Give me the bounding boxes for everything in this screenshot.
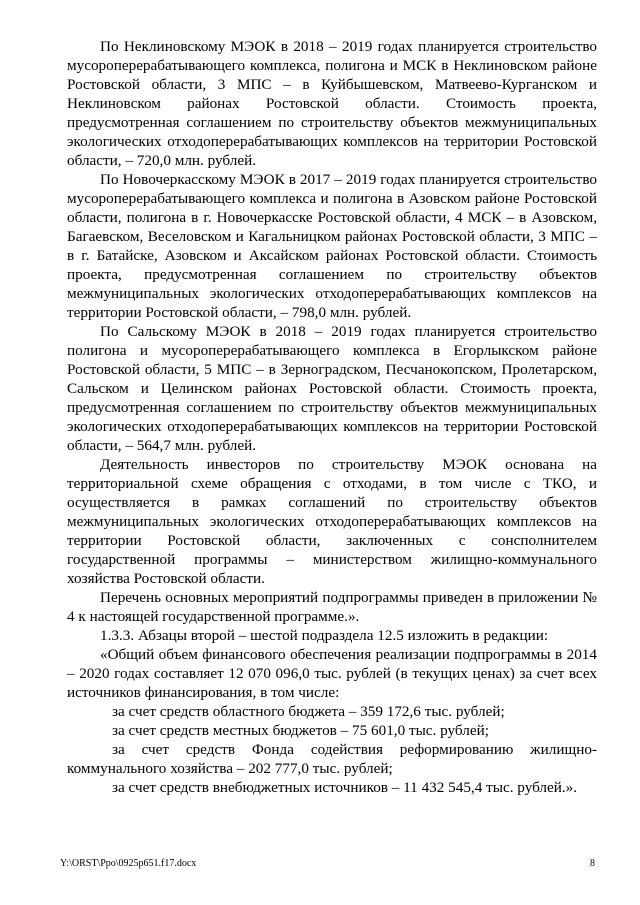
paragraph-salsky: По Сальскому МЭОК в 2018 – 2019 годах планируется строительство полигона и мусороперерабатывающего комплекса в Егорлыкском районе Ростовской области, 5 МПС – в Зерноградском, Песчанокопском, Пролетарском, Сальском и Целинском районах Ростовской области. Стоимость проекта, предусмотренная соглашением по строительству объектов межмуниципальных экологических отходоперерабатывающих комплексов на территории Ростовской области, – 564,7 млн. рублей. (67, 323, 597, 454)
paragraph-amendment: 1.3.3. Абзацы второй – шестой подраздела 12.5 изложить в редакции: (100, 627, 549, 644)
paragraph-measures-list: Перечень основных мероприятий подпрограммы приведен в приложении № 4 к настоящей государственной программе.». (67, 589, 597, 625)
footer-file-path: Y:\ORST\Ppo\0925p651.f17.docx (60, 858, 197, 869)
document-body (67, 37, 597, 797)
funding-housing-fund: за счет средств Фонда содействия реформированию жилищно-коммунального хозяйства – 202 777,0 тыс. рублей; (67, 741, 597, 777)
paragraph-novocherkassky: По Новочеркасскому МЭОК в 2017 – 2019 годах планируется строительство мусороперерабатывающего комплекса и полигона в Азовском районе Ростовской области, полигона в г. Новочеркасске Ростовской области, 4 МСК – в Азовском, Багаевском, Веселовском и Кагальницком районах Ростовской области, 3 МПС – в г. Батайске, Азовском и Аксайском районах Ростовской области. Стоимость проекта, предусмотренная соглашением по строительству объектов межмуниципальных экологических отходоперерабатывающих комплексов на территории Ростовской области, – 798,0 млн. рублей. (67, 171, 597, 321)
paragraph-neklinovsky: По Неклиновскому МЭОК в 2018 – 2019 годах планируется строительство мусороперерабатывающего комплекса, полигона и МСК в Неклиновском районе Ростовской области, 3 МПС – в Куйбышевском, Матвеево-Курганском и Неклиновском районах Ростовской области. Стоимость проекта, предусмотренная соглашением по строительству объектов межмуниципальных экологических отходоперерабатывающих комплексов на территории Ростовской области, – 720,0 млн. рублей. (67, 38, 597, 169)
funding-extrabudgetary: за счет средств внебюджетных источников – 11 432 545,4 тыс. рублей.». (112, 779, 578, 796)
funding-local-budgets: за счет средств местных бюджетов – 75 601,0 тыс. рублей; (112, 722, 489, 739)
paragraph-total-funding: «Общий объем финансового обеспечения реализации подпрограммы в 2014 – 2020 годах составляет 12 070 096,0 тыс. рублей (в текущих ценах) за счет всех источников финансирования, в том числе: (67, 646, 597, 701)
page-number: 8 (590, 858, 595, 869)
funding-regional-budget: за счет средств областного бюджета – 359 172,6 тыс. рублей; (112, 703, 505, 720)
paragraph-investors: Деятельность инвесторов по строительству МЭОК основана на территориальной схеме обращения с отходами, в том числе с ТКО, и осуществляется в рамках соглашений по строительству объектов межмуниципальных экологических отходоперерабатывающих комплексов на территории Ростовской области, заключенных с сонсполнителем государственной программы – министерством жилищно-коммунального хозяйства Ростовской области. (67, 456, 597, 587)
